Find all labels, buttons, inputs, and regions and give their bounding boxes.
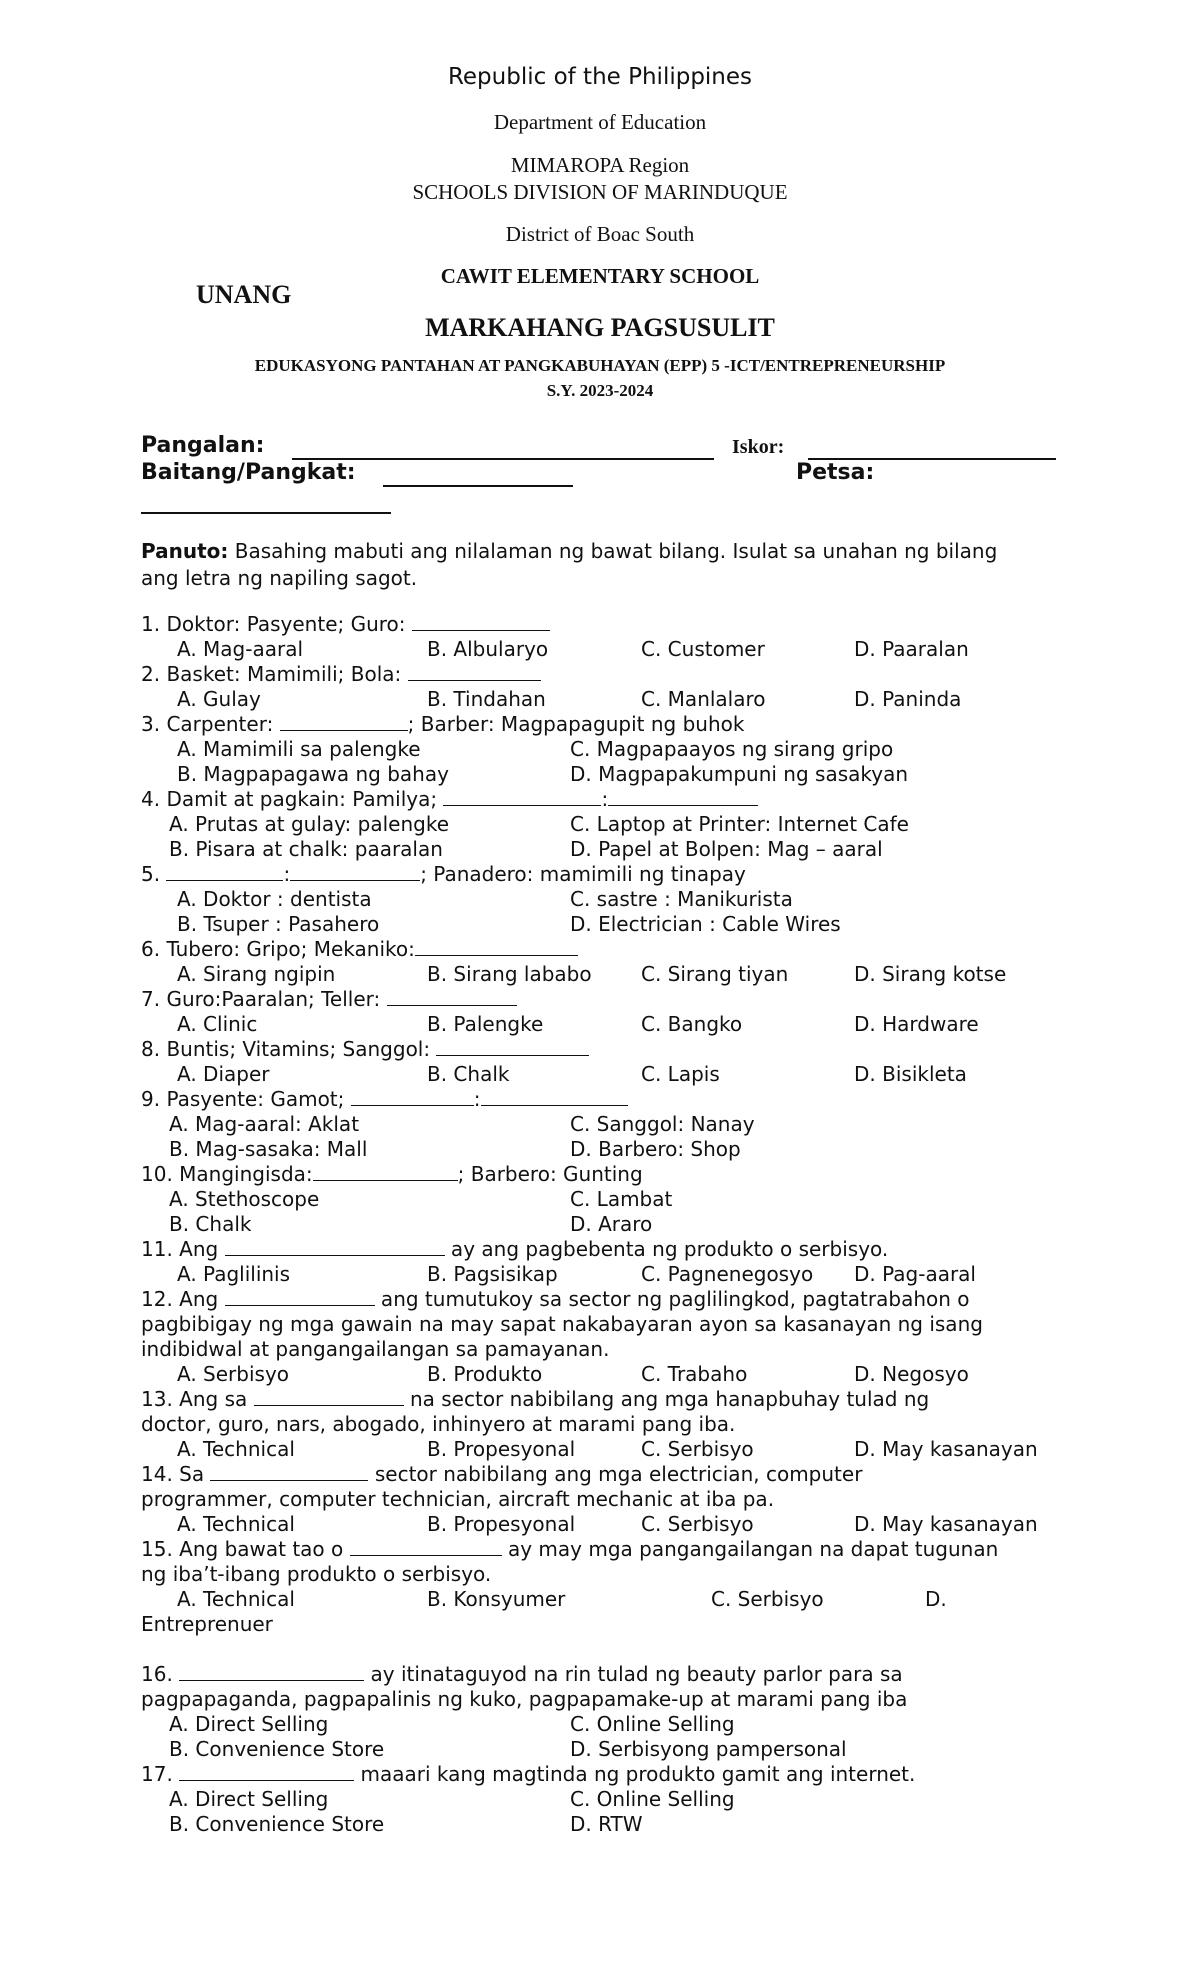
question-13-line-2: doctor, guro, nars, abogado, inhinyero at marami pang iba. — [141, 1412, 736, 1436]
answer-blank[interactable] — [210, 1462, 368, 1481]
choice-d[interactable]: D. May kasanayan — [854, 1512, 1038, 1536]
question-text: 11. Ang — [141, 1237, 225, 1261]
choice-d[interactable]: D. Magpapakumpuni ng sasakyan — [570, 762, 909, 786]
question-text: 8. Buntis; Vitamins; Sanggol: — [141, 1037, 437, 1061]
choice-a[interactable]: A. Direct Selling — [169, 1712, 329, 1736]
choice-b[interactable]: B. Palengke — [427, 1012, 544, 1036]
choice-a[interactable]: A. Mag-aaral: Aklat — [169, 1112, 360, 1136]
answer-blank[interactable] — [350, 1537, 502, 1556]
exam-title: MARKAHANG PAGSUSULIT — [425, 313, 775, 342]
choice-c[interactable]: C. Bangko — [641, 1012, 743, 1036]
question-text-cont: ay may mga pangangailangan na dapat tugunan — [501, 1537, 999, 1561]
choice-a[interactable]: A. Diaper — [177, 1062, 270, 1086]
iskor-label: Iskor: — [732, 436, 785, 458]
question-text: 10. Mangingisda: — [141, 1162, 313, 1186]
question-text-cont: maaari kang magtinda ng produkto gamit ang internet. — [354, 1762, 916, 1786]
question-11 — [141, 1237, 1071, 1262]
choice-d[interactable]: D. Paninda — [854, 687, 962, 711]
answer-blank[interactable] — [313, 1162, 458, 1181]
answer-blank[interactable] — [436, 1037, 589, 1056]
choice-c[interactable]: C. Online Selling — [570, 1787, 735, 1811]
answer-blank[interactable] — [280, 712, 408, 731]
republic-heading: Republic of the Philippines — [447, 64, 753, 90]
choice-c[interactable]: C. Serbisyo — [641, 1437, 754, 1461]
choice-c[interactable]: C. Trabaho — [641, 1362, 748, 1386]
choice-b[interactable]: B. Albularyo — [427, 637, 549, 661]
subject-title: EDUKASYONG PANTAHAN AT PANGKABUHAYAN (EPP) 5 -ICT/ENTREPRENEURSHIP — [254, 356, 946, 375]
question-12-line-2: pagbibigay ng mga gawain na may sapat nakabayaran ayon sa kasanayan ng isang — [141, 1312, 983, 1336]
question-sep: : — [473, 1087, 481, 1111]
choice-d[interactable]: D. Paaralan — [854, 637, 969, 661]
choice-d[interactable]: D. — [925, 1587, 947, 1611]
question-text: 4. Damit at pagkain: Pamilya; — [141, 787, 444, 811]
choice-a[interactable]: A. Doktor : dentista — [177, 887, 372, 911]
question-text-cont: sector nabibilang ang mga electrician, computer — [368, 1462, 863, 1486]
question-text-cont: ; Barbero: Gunting — [457, 1162, 643, 1186]
choice-b[interactable]: B. Chalk — [427, 1062, 510, 1086]
question-15-line-2: ng iba’t-ibang produkto o serbisyo. — [141, 1562, 492, 1586]
question-text: 12. Ang — [141, 1287, 225, 1311]
school-name: CAWIT ELEMENTARY SCHOOL — [440, 264, 760, 288]
choice-c[interactable]: C. Laptop at Printer: Internet Cafe — [570, 812, 909, 836]
question-text: 3. Carpenter: — [141, 712, 280, 736]
choice-c[interactable]: C. Magpapaayos ng sirang gripo — [570, 737, 894, 761]
answer-blank[interactable] — [387, 987, 517, 1006]
question-sep: : — [283, 862, 291, 886]
department-heading: Department of Education — [493, 110, 707, 134]
instructions-label: Panuto: — [141, 539, 229, 563]
baitang-label: Baitang/Pangkat: — [141, 460, 356, 485]
question-text: 7. Guro:Paaralan; Teller: — [141, 987, 387, 1011]
question-14 — [141, 1462, 1071, 1487]
choice-a[interactable]: A. Mamimili sa palengke — [177, 737, 421, 761]
choice-c[interactable]: C. Serbisyo — [711, 1587, 824, 1611]
question-text-cont: ; Panadero: mamimili ng tinapay — [420, 862, 746, 886]
answer-blank[interactable] — [351, 1087, 474, 1106]
choice-d[interactable]: D. Barbero: Shop — [570, 1137, 741, 1161]
choice-a[interactable]: A. Prutas at gulay: palengke — [169, 812, 449, 836]
choice-b[interactable]: B. Propesyonal — [427, 1512, 576, 1536]
question-text: 9. Pasyente: Gamot; — [141, 1087, 351, 1111]
answer-blank[interactable] — [408, 662, 541, 681]
choice-d-cont[interactable]: Entreprenuer — [141, 1612, 273, 1636]
question-5 — [141, 862, 1071, 887]
choice-a[interactable]: A. Clinic — [177, 1012, 258, 1036]
question-15 — [141, 1537, 1071, 1562]
answer-blank[interactable] — [225, 1237, 445, 1256]
choice-c[interactable]: C. Customer — [641, 637, 765, 661]
choice-d[interactable]: D. Pag-aaral — [854, 1262, 976, 1286]
question-text: 5. — [141, 862, 167, 886]
choice-d[interactable]: D. Sirang kotse — [854, 962, 1007, 986]
question-text-cont: ; Barber: Magpapagupit ng buhok — [407, 712, 745, 736]
choice-d[interactable]: D. Electrician : Cable Wires — [570, 912, 841, 936]
choice-b[interactable]: B. Sirang lababo — [427, 962, 592, 986]
choice-a[interactable]: A. Direct Selling — [169, 1787, 329, 1811]
choice-b[interactable]: B. Chalk — [169, 1212, 252, 1236]
region-heading: MIMAROPA Region — [510, 153, 690, 177]
question-2 — [141, 662, 1071, 687]
choice-d[interactable]: D. Araro — [570, 1212, 653, 1236]
question-8 — [141, 1037, 1071, 1062]
choice-b[interactable]: B. Propesyonal — [427, 1437, 576, 1461]
answer-blank[interactable] — [179, 1662, 364, 1681]
division-heading: SCHOOLS DIVISION OF MARINDUQUE — [412, 180, 788, 204]
question-9 — [141, 1087, 1071, 1112]
answer-blank-2[interactable] — [481, 1087, 628, 1106]
choice-a[interactable]: A. Technical — [177, 1587, 295, 1611]
choice-c[interactable]: C. Lapis — [641, 1062, 720, 1086]
question-text: 2. Basket: Mamimili; Bola: — [141, 662, 408, 686]
question-text: 1. Doktor: Pasyente; Guro: — [141, 612, 412, 636]
choice-d[interactable]: D. Papel at Bolpen: Mag – aaral — [570, 837, 883, 861]
answer-blank[interactable] — [415, 937, 578, 956]
choice-c[interactable]: C. Pagnenegosyo — [641, 1262, 814, 1286]
instructions — [141, 538, 1041, 592]
question-16 — [141, 1662, 1071, 1687]
choice-d[interactable]: D. Serbisyong pampersonal — [570, 1737, 847, 1761]
answer-blank[interactable] — [254, 1387, 404, 1406]
choice-b[interactable]: B. Magpapagawa ng bahay — [177, 762, 449, 786]
pangalan-label: Pangalan: — [141, 433, 265, 458]
choice-c[interactable]: C. Sanggol: Nanay — [570, 1112, 755, 1136]
question-text-cont: ang tumutukoy sa sector ng paglilingkod, pagtatrabahon o — [374, 1287, 970, 1311]
choice-c[interactable]: C. Online Selling — [570, 1712, 735, 1736]
choice-a[interactable]: A. Gulay — [177, 687, 261, 711]
question-text: 13. Ang sa — [141, 1387, 254, 1411]
district-heading: District of Boac South — [505, 222, 695, 246]
choice-b[interactable]: B. Tsuper : Pasahero — [177, 912, 380, 936]
choice-b[interactable]: B. Pisara at chalk: paaralan — [169, 837, 443, 861]
question-6 — [141, 937, 1071, 962]
choice-d[interactable]: D. Bisikleta — [854, 1062, 967, 1086]
answer-blank[interactable] — [166, 862, 283, 881]
choice-c[interactable]: C. Serbisyo — [641, 1512, 754, 1536]
question-17 — [141, 1762, 1071, 1787]
school-year: S.Y. 2023-2024 — [546, 381, 654, 400]
choice-a[interactable]: A. Stethoscope — [169, 1187, 320, 1211]
question-text: 17. — [141, 1762, 180, 1786]
question-text: 16. — [141, 1662, 180, 1686]
question-text-cont: ay ang pagbebenta ng produkto o serbisyo. — [444, 1237, 889, 1261]
question-text-cont: ay itinataguyod na rin tulad ng beauty parlor para sa — [364, 1662, 903, 1686]
answer-blank[interactable] — [443, 787, 601, 806]
question-13 — [141, 1387, 1071, 1412]
question-3 — [141, 712, 1071, 737]
choice-b[interactable]: B. Konsyumer — [427, 1587, 566, 1611]
question-12-line-3: indibidwal at pangangailangan sa pamayanan. — [141, 1337, 610, 1361]
question-text-cont: na sector nabibilang ang mga hanapbuhay tulad ng — [403, 1387, 930, 1411]
choice-b[interactable]: B. Pagsisikap — [427, 1262, 558, 1286]
choice-b[interactable]: B. Convenience Store — [169, 1812, 385, 1836]
choice-d[interactable]: D. Hardware — [854, 1012, 979, 1036]
question-1 — [141, 612, 1071, 637]
choice-a[interactable]: A. Mag-aaral — [177, 637, 304, 661]
question-text: 6. Tubero: Gripo; Mekaniko: — [141, 937, 415, 961]
question-text: 14. Sa — [141, 1462, 211, 1486]
choice-d[interactable]: D. Negosyo — [854, 1362, 969, 1386]
question-16-line-2: pagpapaganda, pagpapalinis ng kuko, pagpapamake-up at marami pang iba — [141, 1687, 908, 1711]
choice-b[interactable]: B. Mag-sasaka: Mall — [169, 1137, 368, 1161]
baitang-field[interactable] — [383, 485, 573, 487]
answer-blank[interactable] — [225, 1287, 375, 1306]
choice-c[interactable]: C. Lambat — [570, 1187, 673, 1211]
choice-c[interactable]: C. Sirang tiyan — [641, 962, 789, 986]
answer-blank-2[interactable] — [290, 862, 420, 881]
question-14-line-2: programmer, computer technician, aircraft mechanic at iba pa. — [141, 1487, 775, 1511]
quarter-label: UNANG — [196, 280, 292, 309]
choice-d[interactable]: D. May kasanayan — [854, 1437, 1038, 1461]
instructions-text: Basahing mabuti ang nilalaman ng bawat bilang. Isulat sa unahan ng bilang ang letra ng napiling sagot. — [141, 539, 998, 590]
question-10 — [141, 1162, 1071, 1187]
petsa-field[interactable] — [141, 512, 391, 514]
choice-b[interactable]: B. Tindahan — [427, 687, 546, 711]
choice-a[interactable]: A. Paglilinis — [177, 1262, 291, 1286]
answer-blank[interactable] — [412, 612, 550, 631]
choice-a[interactable]: A. Technical — [177, 1437, 295, 1461]
question-text: 15. Ang bawat tao o — [141, 1537, 350, 1561]
question-sep: : — [601, 787, 609, 811]
choice-a[interactable]: A. Technical — [177, 1512, 295, 1536]
question-12 — [141, 1287, 1071, 1312]
choice-a[interactable]: A. Serbisyo — [177, 1362, 290, 1386]
choice-c[interactable]: C. sastre : Manikurista — [570, 887, 793, 911]
choice-d[interactable]: D. RTW — [570, 1812, 643, 1836]
choice-b[interactable]: B. Convenience Store — [169, 1737, 385, 1761]
choice-b[interactable]: B. Produkto — [427, 1362, 543, 1386]
petsa-label: Petsa: — [796, 460, 875, 485]
question-4 — [141, 787, 1071, 812]
choice-a[interactable]: A. Sirang ngipin — [177, 962, 336, 986]
answer-blank-2[interactable] — [608, 787, 758, 806]
answer-blank[interactable] — [179, 1762, 354, 1781]
question-7 — [141, 987, 1071, 1012]
choice-c[interactable]: C. Manlalaro — [641, 687, 766, 711]
